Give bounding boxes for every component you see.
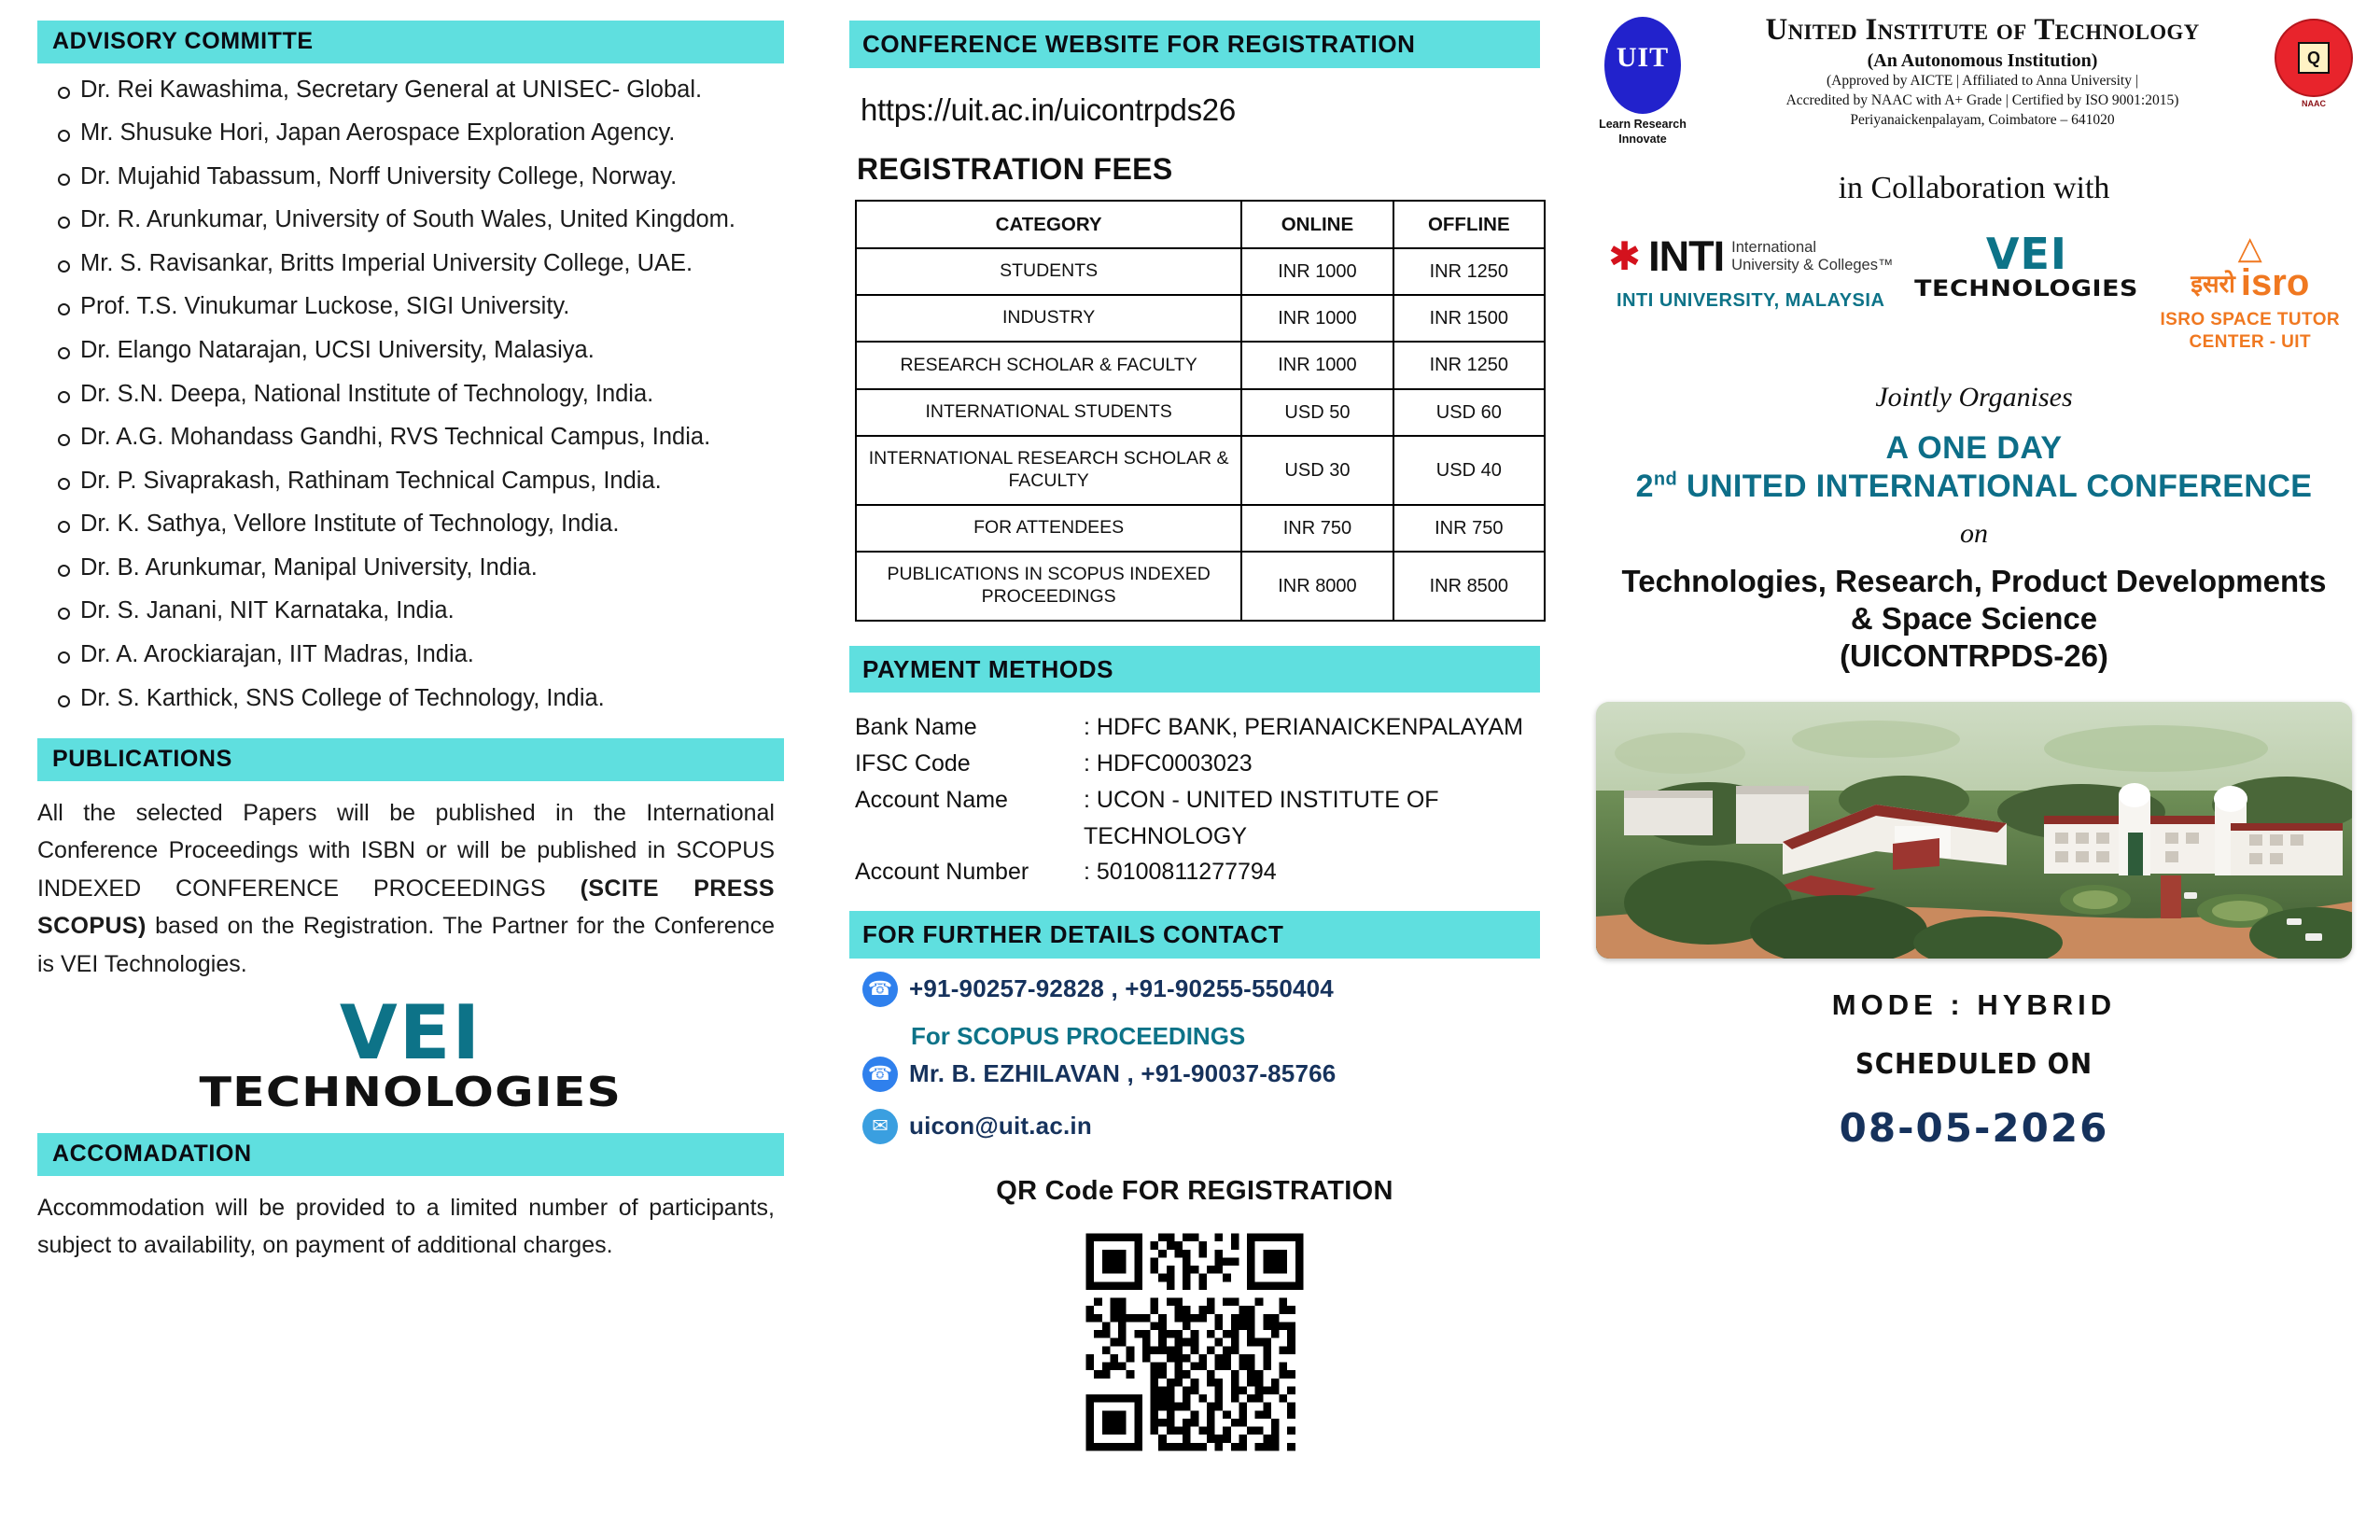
contact-phone-primary: +91-90257-92828 , +91-90255-550404 xyxy=(909,974,1334,1003)
uit-logo-text: UIT xyxy=(1616,42,1670,73)
list-item: Dr. B. Arunkumar, Manipal University, India. xyxy=(37,554,775,582)
list-item: Dr. R. Arunkumar, University of South Wales, United Kingdom. xyxy=(37,206,775,234)
contact-heading: FOR FURTHER DETAILS CONTACT xyxy=(849,911,1540,959)
uit-tagline xyxy=(1591,118,1694,147)
conference-title-rest: UNITED INTERNATIONAL CONFERENCE xyxy=(1677,468,2313,504)
scopus-proceedings-label: For SCOPUS PROCEEDINGS xyxy=(911,1021,1246,1050)
conference-acronym: (UICONTRPDS-26) xyxy=(1840,638,2108,674)
accommodation-heading: ACCOMADATION xyxy=(37,1133,784,1176)
inti-wordmark: INTI xyxy=(1648,232,1725,281)
institute-name: United Institute of Technology xyxy=(1765,13,2200,47)
isro-caption-line1: ISRO SPACE TUTOR xyxy=(2160,310,2341,330)
payment-label: Account Name xyxy=(855,786,1008,813)
column-header-offline: OFFLINE xyxy=(1393,201,1545,248)
fee-category: STUDENTS xyxy=(856,248,1241,295)
advisory-committee-heading: ADVISORY COMMITTE xyxy=(37,21,784,63)
mail-icon: ✉ xyxy=(862,1109,898,1144)
payment-value: : HDFC BANK, PERIANAICKENPALAYAM xyxy=(1084,714,1523,741)
jointly-organises-label: Jointly Organises xyxy=(1875,381,2073,413)
list-item: Dr. Rei Kawashima, Secretary General at UNISEC- Global. xyxy=(37,77,775,105)
table-row xyxy=(856,552,1545,621)
conference-topic xyxy=(1591,563,2357,676)
isro-wordmark: isro xyxy=(2240,262,2310,304)
conference-website-heading: CONFERENCE WEBSITE FOR REGISTRATION xyxy=(849,21,1540,68)
payment-details xyxy=(855,709,1540,890)
phone-icon: ☎ xyxy=(862,972,898,1007)
contact-phone-primary-row[interactable] xyxy=(862,972,1540,1007)
phone-icon: ☎ xyxy=(862,1057,898,1092)
right-column xyxy=(1568,0,2380,1540)
uit-logo xyxy=(1591,13,1694,147)
asterisk-icon: ✱ xyxy=(1607,234,1642,279)
table-row xyxy=(856,342,1545,388)
accommodation-text: Accommodation will be provided to a limited number of participants, subject to availability, on payment of additional charges. xyxy=(37,1194,775,1259)
list-item: Dr. P. Sivaprakash, Rathinam Technical Campus, India. xyxy=(37,468,775,496)
contact-email-row[interactable] xyxy=(862,1109,1540,1144)
column-header-category: CATEGORY xyxy=(856,201,1241,248)
publications-bold-text: (SCITE PRESS SCOPUS) xyxy=(37,875,775,940)
payment-value: : HDFC0003023 xyxy=(1084,750,1253,777)
inti-subtext-line2: University & Colleges™ xyxy=(1731,257,1894,274)
institute-autonomous: (An Autonomous Institution) xyxy=(1867,50,2098,71)
fee-online: USD 50 xyxy=(1241,389,1393,436)
payment-row xyxy=(855,854,1540,890)
conference-topic-line1: Technologies, Research, Product Developments xyxy=(1621,563,2327,598)
list-item: Dr. K. Sathya, Vellore Institute of Technology, India. xyxy=(37,511,775,539)
fee-offline: USD 60 xyxy=(1393,389,1545,436)
fee-category: INDUSTRY xyxy=(856,295,1241,342)
uit-tagline-line1: Learn Research xyxy=(1599,118,1687,131)
isro-hindi-text: इसरो xyxy=(2191,270,2235,299)
vei-collab-wordmark: VEI xyxy=(1985,229,2068,280)
vei-technologies-logo xyxy=(37,989,784,1117)
isro-caption-line2: CENTER - UIT xyxy=(2189,332,2311,352)
conference-date: 08-05-2026 xyxy=(1839,1104,2109,1151)
list-item: Prof. T.S. Vinukumar Luckose, SIGI University. xyxy=(37,293,775,321)
conference-title-line xyxy=(1591,469,2357,505)
institute-address: Periyanaickenpalayam, Coimbatore – 641020 xyxy=(1850,111,2115,128)
fee-online: INR 1000 xyxy=(1241,342,1393,388)
list-item: Dr. Mujahid Tabassum, Norff University College, Norway. xyxy=(37,163,775,191)
naac-logo xyxy=(2271,13,2357,108)
naac-quality-icon: Q xyxy=(2298,42,2330,74)
registration-fees-table xyxy=(855,200,1546,622)
list-item: Dr. S.N. Deepa, National Institute of Technology, India. xyxy=(37,381,775,409)
vei-collab-subtext: TECHNOLOGIES xyxy=(1914,275,2139,302)
qr-code-title: QR Code FOR REGISTRATION xyxy=(996,1175,1393,1206)
fee-offline: INR 1250 xyxy=(1393,342,1545,388)
payment-label: IFSC Code xyxy=(855,750,971,777)
payment-row xyxy=(855,746,1540,782)
institute-accreditation-line1: (Approved by AICTE | Affiliated to Anna University | xyxy=(1827,73,2138,89)
isro-logo xyxy=(2160,232,2340,354)
publications-text xyxy=(37,794,775,984)
column-header-online: ONLINE xyxy=(1241,201,1393,248)
fee-category: INTERNATIONAL STUDENTS xyxy=(856,389,1241,436)
table-row xyxy=(856,295,1545,342)
on-label: on xyxy=(1960,517,1988,549)
advisory-committee-list xyxy=(37,77,784,713)
collaborator-logos xyxy=(1591,229,2357,354)
contact-email: uicon@uit.ac.in xyxy=(909,1112,1092,1141)
isro-satellite-icon: △ xyxy=(2237,231,2262,267)
fee-offline: INR 1250 xyxy=(1393,248,1545,295)
conference-edition-number: 2 xyxy=(1635,468,1654,504)
publications-text-part2: based on the Registration. The Partner for the Conference is VEI Technologies. xyxy=(37,913,775,977)
list-item: Mr. S. Ravisankar, Britts Imperial University College, UAE. xyxy=(37,250,775,278)
table-row xyxy=(856,248,1545,295)
vei-logo-subtext: TECHNOLOGIES xyxy=(199,1069,623,1117)
payment-value: : 50100811277794 xyxy=(1084,859,1277,886)
institute-text-block xyxy=(1707,13,2258,131)
payment-label: Bank Name xyxy=(855,714,977,741)
contact-details xyxy=(862,972,1540,1144)
fee-offline: USD 40 xyxy=(1393,436,1545,505)
registration-url-link[interactable]: https://uit.ac.in/uicontrpds26 xyxy=(861,91,1236,127)
collaboration-title: in Collaboration with xyxy=(1838,171,2110,206)
middle-column xyxy=(821,0,1568,1540)
qr-code[interactable] xyxy=(1064,1225,1325,1459)
fee-category: PUBLICATIONS IN SCOPUS INDEXED PROCEEDINGS xyxy=(856,552,1241,621)
conference-duration-line: A ONE DAY xyxy=(1885,429,2063,466)
naac-logo-mark xyxy=(2275,19,2353,97)
uit-logo-mark xyxy=(1604,17,1681,114)
vei-logo-wordmark: VEI xyxy=(339,989,483,1077)
contact-phone-scopus: Mr. B. EZHILAVAN , +91-90037-85766 xyxy=(909,1059,1337,1088)
conference-mode: MODE : HYBRID xyxy=(1831,987,2117,1021)
list-item: Mr. Shusuke Hori, Japan Aerospace Exploration Agency. xyxy=(37,119,775,147)
list-item: Dr. A. Arockiarajan, IIT Madras, India. xyxy=(37,641,775,669)
fee-online: INR 750 xyxy=(1241,505,1393,552)
inti-subtext xyxy=(1731,239,1893,274)
table-row xyxy=(856,389,1545,436)
list-item: Dr. S. Karthick, SNS College of Technology, India. xyxy=(37,685,775,713)
institute-accreditation-line2: Accredited by NAAC with A+ Grade | Certified by ISO 9001:2015) xyxy=(1785,91,2179,108)
inti-subtext-line1: International xyxy=(1731,239,1816,257)
payment-label: Account Number xyxy=(855,859,1029,886)
scheduled-on-label: SCHEDULED ON xyxy=(1855,1047,2093,1081)
vei-collaborator-logo xyxy=(1914,229,2139,302)
payment-row xyxy=(855,782,1540,855)
isro-caption xyxy=(2160,309,2340,354)
payment-row xyxy=(855,709,1540,746)
table-header-row xyxy=(856,201,1545,248)
campus-aerial-photo xyxy=(1596,702,2352,959)
fee-online: INR 1000 xyxy=(1241,248,1393,295)
institute-header xyxy=(1591,13,2357,147)
list-item: Dr. S. Janani, NIT Karnataka, India. xyxy=(37,597,775,625)
table-row xyxy=(856,505,1545,552)
payment-value: : UCON - UNITED INSTITUTE OF TECHNOLOGY xyxy=(1084,786,1439,849)
publications-text-part1: All the selected Papers will be published in the International Conference Proceedings with ISBN or will be published in SCOPUS INDEXED CONFERENCE PROCEEDINGS xyxy=(37,799,775,902)
inti-logo xyxy=(1608,232,1894,312)
fee-category: RESEARCH SCHOLAR & FACULTY xyxy=(856,342,1241,388)
inti-logo-row xyxy=(1608,232,1894,281)
payment-methods-heading: PAYMENT METHODS xyxy=(849,646,1540,693)
fee-online: INR 1000 xyxy=(1241,295,1393,342)
fee-offline: INR 8500 xyxy=(1393,552,1545,621)
conference-topic-line2: & Space Science xyxy=(1850,601,2098,636)
fee-online: USD 30 xyxy=(1241,436,1393,505)
list-item: Dr. A.G. Mohandass Gandhi, RVS Technical Campus, India. xyxy=(37,424,775,452)
registration-fees-title: REGISTRATION FEES xyxy=(857,151,1173,186)
fee-offline: INR 750 xyxy=(1393,505,1545,552)
fee-offline: INR 1500 xyxy=(1393,295,1545,342)
conference-edition-suffix: nd xyxy=(1653,469,1678,490)
fee-online: INR 8000 xyxy=(1241,552,1393,621)
list-item: Dr. Elango Natarajan, UCSI University, Malasiya. xyxy=(37,337,775,365)
left-column xyxy=(0,0,821,1540)
contact-phone-scopus-row[interactable] xyxy=(862,1057,1540,1092)
publications-heading: PUBLICATIONS xyxy=(37,738,784,781)
fee-category: FOR ATTENDEES xyxy=(856,505,1241,552)
uit-tagline-line2: Innovate xyxy=(1618,132,1667,146)
inti-caption: INTI UNIVERSITY, MALAYSIA xyxy=(1617,290,1885,312)
naac-logo-label: NAAC xyxy=(2302,99,2326,108)
fee-category: INTERNATIONAL RESEARCH SCHOLAR & FACULTY xyxy=(856,436,1241,505)
table-row xyxy=(856,436,1545,505)
